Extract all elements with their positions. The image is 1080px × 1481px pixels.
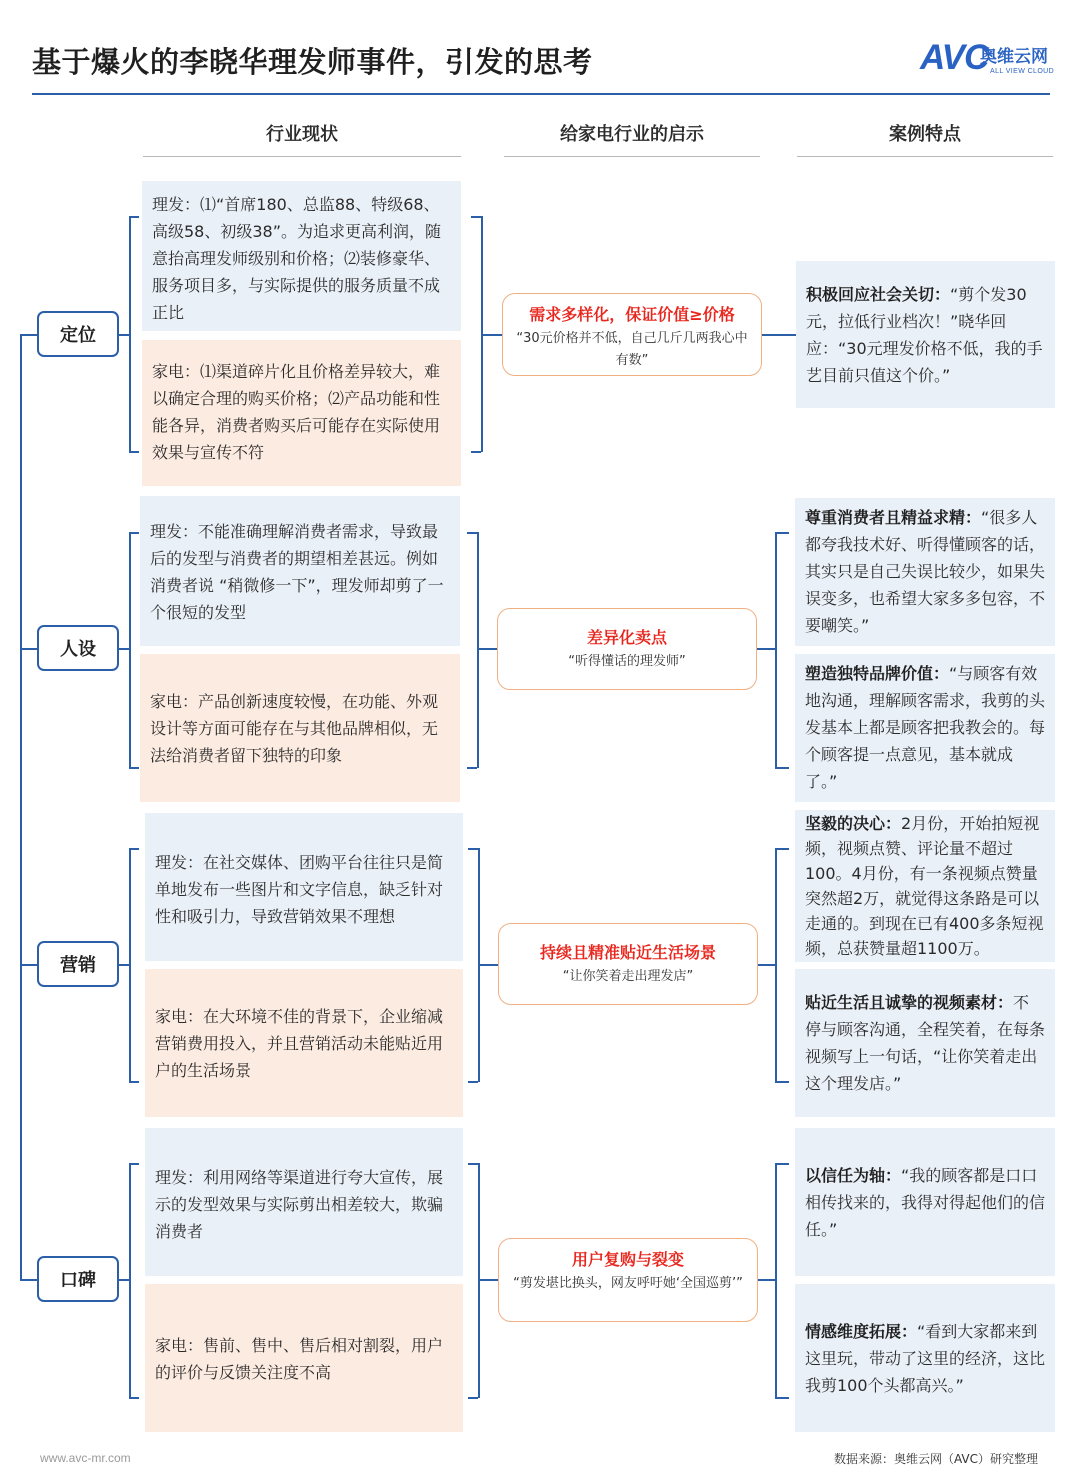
connector [468, 848, 478, 850]
category-marketing: 营销 [37, 941, 119, 987]
insight-quote: “听得懂话的理发师” [568, 654, 686, 669]
connector [775, 767, 789, 769]
connector [20, 1279, 37, 1281]
hair-status-box: 理发：不能准确理解消费者需求，导致最后的发型与消费者的期望相差甚远。例如消费者说 “稍微修一下”，理发师却剪了一个很短的发型 [140, 496, 460, 646]
insight-node-marketing [498, 923, 758, 1005]
case-label: 情感维度拓展： [805, 1322, 918, 1341]
logo-mark: AVC [920, 38, 989, 77]
connector [762, 334, 796, 336]
connector [481, 334, 502, 336]
connector [775, 1163, 789, 1165]
bracket-line [129, 848, 131, 1082]
connector [775, 848, 789, 850]
case-label: 尊重消费者且精益求精： [805, 508, 982, 527]
hair-status-box: 理发：利用网络等渠道进行夸大宣传，展示的发型效果与实际剪出相差较大，欺骗消费者 [145, 1128, 463, 1276]
case-text: “很多人都夸我技术好、听得懂顾客的话，其实只是自己失误比较少，如果失误变多，也希望大家多多包容，不要嘲笑。” [805, 508, 1046, 635]
connector [758, 1279, 775, 1281]
case-label: 贴近生活且诚挚的视频素材： [805, 993, 1014, 1012]
insight-node-positioning [502, 293, 762, 376]
appliance-status-box: 家电：售前、售中、售后相对割裂，用户的评价与反馈关注度不高 [145, 1284, 463, 1432]
connector [471, 451, 481, 453]
connector [478, 964, 498, 966]
case-text: “我的顾客都是口口相传找来的，我得对得起他们的信任。” [805, 1166, 1046, 1239]
category-positioning: 定位 [37, 311, 119, 357]
connector [468, 1397, 478, 1399]
case-text: 不停与顾客沟通，全程笑着，在每条视频写上一句话，“让你笑着走出这个理发店。” [805, 993, 1046, 1093]
connector [20, 334, 37, 336]
connector [467, 532, 477, 534]
insight-title: 需求多样化，保证价值≥价格 [529, 305, 735, 324]
bracket-line [478, 1163, 480, 1398]
connector [471, 216, 481, 218]
connector [775, 532, 789, 534]
connector [129, 1397, 139, 1399]
connector [468, 1163, 478, 1165]
column-header-insight: 给家电行业的启示 [560, 124, 704, 145]
bracket-line [775, 848, 777, 1082]
case-label: 塑造独特品牌价值： [805, 664, 950, 683]
case-box [795, 498, 1055, 646]
connector [775, 1397, 789, 1399]
connector [119, 964, 129, 966]
page-title: 基于爆火的李晓华理发师事件，引发的思考 [32, 45, 593, 79]
footer-website: www.avc-mr.com [40, 1451, 131, 1465]
case-label: 以信任为轴： [805, 1166, 902, 1185]
title-divider [32, 93, 1050, 95]
category-reputation: 口碑 [37, 1256, 119, 1302]
bracket-line [129, 1163, 131, 1398]
connector [467, 767, 477, 769]
footer-source: 数据来源：奥维云网（AVC）研究整理 [833, 1452, 1038, 1466]
connector [119, 334, 129, 336]
connector [129, 216, 139, 218]
connector [119, 648, 129, 650]
insight-node-persona [497, 608, 757, 690]
case-text: “与顾客有效地沟通，理解顾客需求，我剪的头发基本上都是顾客把我教会的。每个顾客提一点意见，基本就成了。” [805, 664, 1046, 791]
logo-english-name: ALL VIEW CLOUD [990, 68, 1055, 75]
hair-status-box: 理发：⑴“首席180、总监88、特级68、高级58、初级38”。为追求更高利润，随意抬高理发师级别和价格；⑵装修豪华、服务项目多，与实际提供的服务质量不成正比 [142, 181, 461, 331]
case-label: 坚毅的决心： [805, 814, 902, 833]
avc-logo [920, 38, 1060, 86]
case-label: 积极回应社会关切： [806, 285, 951, 304]
connector [775, 1081, 789, 1083]
case-box [795, 1284, 1055, 1432]
case-box [795, 969, 1055, 1117]
case-box [796, 261, 1055, 408]
connector [757, 648, 775, 650]
case-text: “剪个发30元，拉低行业档次！”晓华回应：“30元理发价格不低，我的手艺目前只值这个价。” [806, 285, 1043, 385]
column-divider [143, 156, 461, 157]
appliance-status-box: 家电：产品创新速度较慢，在功能、外观设计等方面可能存在与其他品牌相似，无法给消费者留下独特的印象 [140, 654, 460, 802]
bracket-line [775, 1163, 777, 1398]
connector [129, 451, 139, 453]
logo-chinese-name: 奥维云网 [980, 47, 1048, 67]
column-divider [797, 156, 1053, 157]
appliance-status-box: 家电：在大环境不佳的背景下，企业缩减营销费用投入，并且营销活动未能贴近用户的生活场景 [145, 969, 463, 1117]
bracket-line [129, 216, 131, 452]
connector [129, 767, 139, 769]
connector [129, 1081, 139, 1083]
connector [20, 648, 37, 650]
bracket-line [477, 532, 479, 768]
insight-title: 差异化卖点 [586, 628, 667, 647]
category-persona: 人设 [37, 625, 119, 671]
case-box [795, 654, 1055, 802]
insight-title: 用户复购与裂变 [571, 1250, 684, 1269]
connector [758, 964, 775, 966]
hair-status-box: 理发：在社交媒体、团购平台往往只是简单地发布一些图片和文字信息，缺乏针对性和吸引力，导致营销效果不理想 [145, 813, 463, 961]
connector [129, 1163, 139, 1165]
case-text: 2月份，开始拍短视频，视频点赞、评论量不超过100。4月份，有一条视频点赞量突然超2万，就觉得这条路是可以走通的。到现在已有400多条短视频，总获赞量超1100万。 [805, 814, 1044, 958]
case-box [795, 1128, 1055, 1276]
bracket-line [129, 532, 131, 768]
connector [119, 1279, 129, 1281]
connector [129, 532, 139, 534]
column-header-industry: 行业现状 [266, 124, 338, 145]
insight-quote: “30元价格并不低，自己几斤几两我心中有数” [516, 331, 748, 368]
case-text: “看到大家都来到这里玩，带动了这里的经济，这比我剪100个头都高兴。” [805, 1322, 1046, 1395]
connector [477, 648, 497, 650]
bracket-line [775, 532, 777, 768]
appliance-status-box: 家电：⑴渠道碎片化且价格差异较大，难以确定合理的购买价格；⑵产品功能和性能各异，消费者购买后可能存在实际使用效果与宣传不符 [142, 340, 461, 486]
column-header-case: 案例特点 [889, 124, 961, 145]
column-divider [504, 156, 760, 157]
connector [478, 1279, 498, 1281]
connector [20, 964, 37, 966]
case-box [795, 810, 1055, 962]
trunk-line [20, 334, 22, 1280]
insight-quote: “剪发堪比换头，网友呼吁她‘全国巡剪’” [513, 1276, 743, 1291]
insight-node-reputation [498, 1238, 758, 1322]
connector [468, 1081, 478, 1083]
insight-title: 持续且精准贴近生活场景 [539, 943, 716, 962]
connector [129, 848, 139, 850]
insight-quote: “让你笑着走出理发店” [562, 969, 694, 984]
